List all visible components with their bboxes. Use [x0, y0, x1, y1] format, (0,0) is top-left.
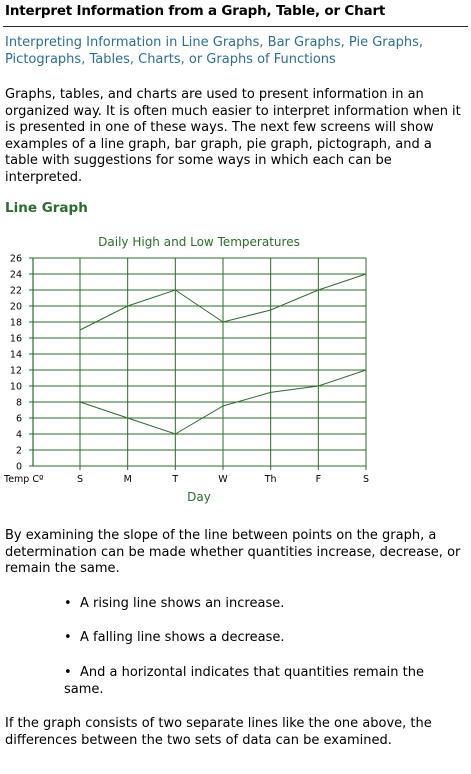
page-title: Interpret Information from a Graph, Table, or Chart — [5, 3, 386, 19]
bullet-text: And a horizontal indicates that quantities remain the same. — [64, 665, 424, 697]
x-tick-label: F — [315, 474, 322, 485]
line-graph-chart — [0, 228, 471, 510]
x-tick-label: T — [172, 474, 179, 485]
y-tick-label: 2 — [15, 445, 22, 457]
title-divider — [3, 26, 468, 27]
y-tick-label: 10 — [9, 381, 22, 393]
bullet-item — [64, 596, 449, 613]
bullet-text: A falling line shows a decrease. — [80, 630, 285, 645]
bullet-item — [64, 665, 449, 698]
y-tick-label: 26 — [9, 253, 22, 265]
bullet-item — [64, 630, 449, 647]
y-tick-label: 8 — [15, 397, 22, 409]
y-tick-label: 4 — [15, 429, 22, 441]
bullet-dot: • — [64, 665, 72, 680]
bullet-dot: • — [64, 630, 72, 645]
x-tick-label: Th — [264, 474, 277, 485]
y-axis-label: Temp Cº — [4, 474, 44, 485]
x-tick-label: S — [76, 474, 84, 485]
x-axis-label: Day — [187, 490, 211, 504]
y-tick-label: 22 — [9, 285, 22, 297]
x-tick-label: S — [362, 474, 370, 485]
x-tick-label: M — [123, 474, 132, 485]
page-subtitle: Interpreting Information in Line Graphs, Bar Graphs, Pie Graphs, Pictographs, Tables, Charts, or Graphs of Functions — [5, 35, 424, 67]
y-tick-label: 12 — [9, 365, 22, 377]
bullet-dot: • — [64, 596, 72, 611]
slope-paragraph: By examining the slope of the line between points on the graph, a determination can be made whether quantities increase, decrease, or remain the same. — [5, 528, 461, 576]
y-tick-label: 16 — [9, 333, 22, 345]
y-tick-label: 20 — [9, 301, 22, 313]
y-tick-label: 0 — [15, 461, 22, 473]
y-tick-label: 14 — [9, 349, 22, 361]
chart-title: Daily High and Low Temperatures — [98, 235, 300, 249]
x-tick-label: W — [218, 474, 228, 485]
y-tick-label: 24 — [9, 269, 22, 281]
y-tick-label: 6 — [15, 413, 22, 425]
section-title-line-graph: Line Graph — [5, 200, 88, 216]
y-tick-label: 18 — [9, 317, 22, 329]
bullet-text: A rising line shows an increase. — [80, 596, 285, 611]
intro-paragraph: Graphs, tables, and charts are used to present information in an organized way. It is often much easier to interpret information when it is presented in one of these ways. The next few screens will show examples of a line graph, bar graph, pie graph, pictograph, and a table with suggestions for some ways in which each can be interpreted. — [5, 87, 461, 185]
closing-paragraph: If the graph consists of two separate lines like the one above, the differences between the two sets of data can be examined. — [5, 716, 432, 748]
